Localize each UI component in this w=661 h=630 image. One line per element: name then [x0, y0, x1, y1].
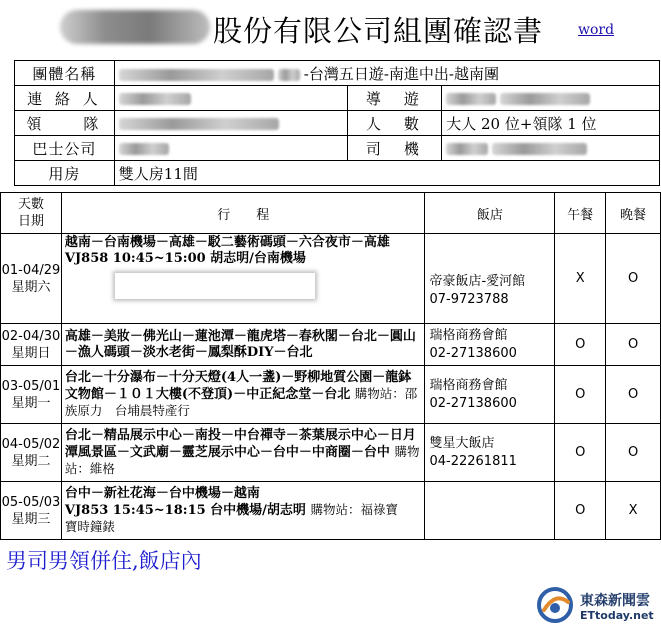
shopping-text: 購物站：邵族原力 台埔晨特產行 — [64, 385, 418, 418]
room-label: 用房 — [15, 161, 115, 186]
day-header: 天數 — [17, 197, 44, 212]
day-weekday: 星期一 — [11, 395, 51, 411]
hotel-name: 瑞格商務會館 — [429, 377, 508, 393]
day-date: 04-05/02 — [1, 436, 61, 452]
lunch-cell: O — [555, 482, 606, 540]
route-text: 台北－十分瀑布－十分天燈(4人一盞)－野柳地質公園－龍鉢文物館－１０１大樓(不登頂)－中正紀念堂－台北 — [64, 369, 412, 402]
route-text: 台中－新社花海－台中機場－越南 — [64, 485, 260, 501]
hotel-name: 雙星大飯店 — [429, 435, 495, 451]
ettoday-name: 東森新聞雲 — [580, 593, 650, 609]
hotel-phone: 02-27138600 — [429, 345, 517, 361]
lunch-header: 午餐 — [555, 193, 606, 234]
guide-value — [442, 86, 660, 111]
leader-label: 領 隊 — [15, 111, 115, 136]
route-cell — [61, 324, 425, 366]
group-info-table — [14, 60, 660, 186]
itinerary-table — [0, 192, 661, 540]
route-cell — [61, 424, 425, 482]
flight-text: VJ853 15:45~18:15 台中機場/胡志明 — [64, 502, 306, 518]
dinner-cell: O — [606, 424, 661, 482]
day-cell — [1, 366, 62, 424]
itinerary-row — [1, 424, 661, 482]
bus-company-label: 巴士公司 — [15, 136, 115, 161]
headcount-label: 人 數 — [347, 111, 442, 136]
day-date: 01-04/29 — [1, 262, 61, 278]
hotel-name: 帝豪飯店-愛河館 — [429, 273, 526, 289]
bus-company-value — [114, 136, 347, 161]
day-date: 02-04/30 — [1, 328, 61, 344]
driver-label: 司 機 — [347, 136, 442, 161]
hotel-cell — [425, 324, 555, 366]
room-value: 雙人房11間 — [114, 161, 659, 186]
dinner-cell: O — [606, 324, 661, 366]
dinner-header: 晚餐 — [606, 193, 661, 234]
day-weekday: 星期三 — [11, 511, 51, 527]
route-text: 越南－台南機場－高雄－駁二藝術碼頭－六合夜市－高雄 — [64, 235, 390, 250]
ettoday-watermark — [536, 584, 661, 630]
day-weekday: 星期六 — [11, 279, 51, 295]
redacted-text — [278, 69, 300, 81]
itinerary-row — [1, 482, 661, 540]
lunch-cell: O — [555, 324, 606, 366]
day-date: 05-05/03 — [1, 494, 61, 510]
hotel-cell — [425, 482, 555, 540]
leader-value — [114, 111, 347, 136]
redacted-guide-phone — [500, 93, 590, 105]
route-cell — [61, 366, 425, 424]
document-header — [0, 0, 661, 56]
group-name-label: 團體名稱 — [15, 61, 115, 86]
route-cell — [61, 482, 425, 540]
hotel-cell — [425, 234, 555, 324]
dinner-cell: O — [606, 366, 661, 424]
flight-text: VJ858 10:45~15:00 胡志明/台南機場 — [64, 251, 306, 266]
redacted-guide-name — [446, 93, 496, 105]
document-title: 股份有限公司組團確認書 — [213, 14, 544, 48]
route-cell — [61, 234, 425, 324]
hotel-header: 飯店 — [425, 193, 555, 234]
day-date: 03-05/01 — [1, 378, 61, 394]
hotel-phone: 04-22261811 — [429, 453, 517, 469]
lunch-cell: O — [555, 366, 606, 424]
hotel-cell — [425, 424, 555, 482]
hotel-cell — [425, 366, 555, 424]
hotel-name: 瑞格商務會館 — [429, 327, 508, 343]
word-download-link[interactable]: word — [578, 22, 615, 38]
redacted-group-code — [119, 69, 274, 81]
day-cell — [1, 324, 62, 366]
day-cell — [1, 424, 62, 482]
contact-value — [114, 86, 347, 111]
route-text: 台北－精品展示中心－南投－中台禪寺－茶葉展示中心－日月潭風景區－文武廟－靈芝展示中心－台中－中商圈－台中 — [64, 427, 416, 460]
day-weekday: 星期二 — [11, 453, 51, 469]
route-header: 行 程 — [61, 193, 425, 234]
shopping-text: 購物站：福祿寶 寶時鐘錶 — [64, 501, 411, 534]
day-cell — [1, 234, 62, 324]
itinerary-row — [1, 324, 661, 366]
redacted-driver-phone — [492, 143, 587, 155]
day-date-header — [1, 193, 62, 234]
shopping-text: 購物站：維格 — [64, 443, 420, 476]
driver-value — [442, 136, 660, 161]
day-weekday: 星期日 — [11, 345, 51, 361]
hotel-phone: 02-27138600 — [429, 395, 517, 411]
redacted-company-name — [60, 10, 210, 44]
rooming-note: 男司男領併住,飯店內 — [6, 549, 202, 573]
dinner-cell: X — [606, 482, 661, 540]
lunch-cell: X — [555, 234, 606, 324]
day-cell — [1, 482, 62, 540]
headcount-value: 大人 20 位+領隊 1 位 — [442, 111, 660, 136]
itinerary-header-row — [1, 193, 661, 234]
redacted-bus-company — [119, 143, 169, 155]
group-name-text: -台灣五日遊-南進中出-越南團 — [303, 64, 499, 83]
route-text: 高雄－美妝－佛光山－蓮池潭－龍虎塔－春秋閣－台北－圓山－漁人碼頭－淡水老街－鳳梨酥DIY－台北 — [64, 328, 416, 360]
hotel-phone: 07-9723788 — [429, 291, 509, 307]
redacted-driver-name — [446, 143, 488, 155]
redacted-contact — [119, 93, 191, 105]
guide-label: 導 遊 — [347, 86, 442, 111]
redacted-leader — [119, 118, 279, 130]
redacted-white-box — [115, 273, 315, 299]
group-name-value — [114, 61, 659, 86]
itinerary-row — [1, 366, 661, 424]
ettoday-url: ETtoday.net — [580, 609, 654, 622]
ettoday-logo-icon — [536, 586, 574, 624]
lunch-cell: O — [555, 424, 606, 482]
contact-label: 連 絡 人 — [15, 86, 115, 111]
itinerary-row — [1, 234, 661, 324]
dinner-cell: O — [606, 234, 661, 324]
date-header: 日期 — [17, 214, 44, 229]
